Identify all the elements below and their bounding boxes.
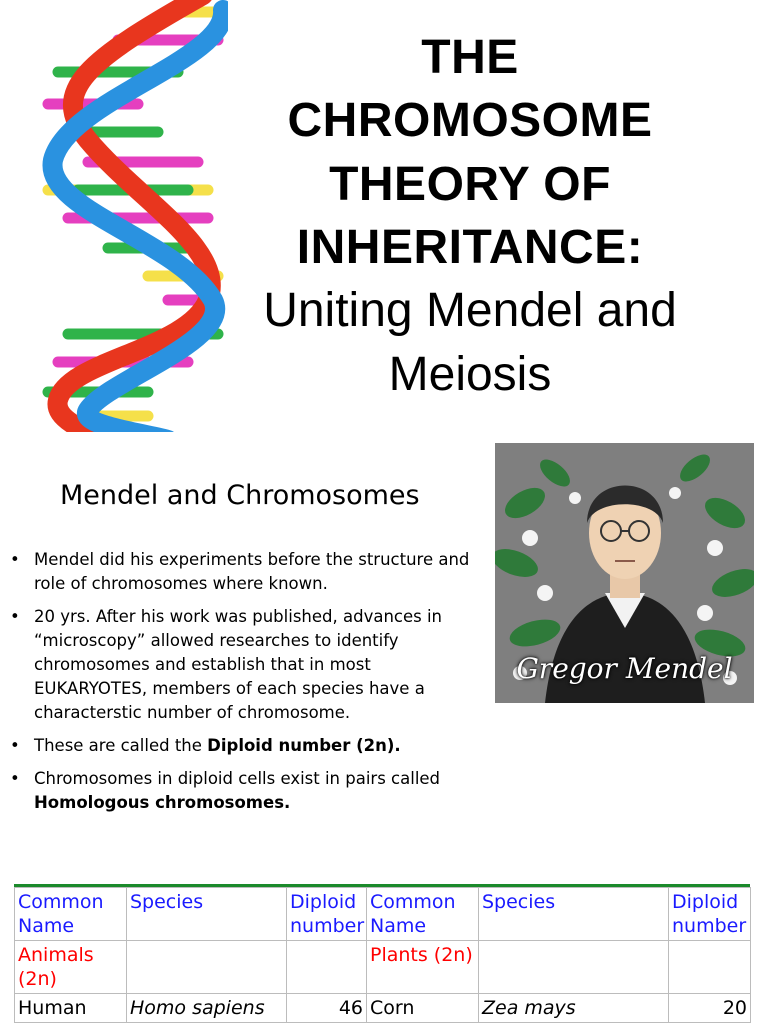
table-header-cell: Species [479,888,669,941]
table-header-cell: Common Name [367,888,479,941]
bullet-list [10,548,488,824]
table-cell: Human [15,994,127,1023]
bullet-bold-text: Homologous chromosomes. [34,793,291,812]
chromosome-table [14,884,750,1023]
table-cell: 46 [287,994,367,1023]
bullet-text: Chromosomes in diploid cells exist in pairs called [34,769,441,788]
table-cell [669,941,751,994]
title-block [228,26,712,406]
table [14,887,751,1023]
table-cell [479,941,669,994]
bullet-bold-text: Diploid number (2n). [207,736,401,755]
title-line: THEORY OF [329,157,611,211]
bullet-item [10,548,488,596]
table-cell: Zea mays [479,994,669,1023]
title-line: INHERITANCE: [296,221,644,275]
title-line: CHROMOSOME [287,94,653,148]
table-header-cell: Diploid number [669,888,751,941]
table-header-cell: Diploid number [287,888,367,941]
bullet-item [10,734,488,758]
table-cell: Homo sapiens [127,994,287,1023]
table-category-row [15,941,751,994]
table-cell [127,941,287,994]
table-cell: Corn [367,994,479,1023]
subtitle-line: Uniting Mendel and [263,284,677,338]
bullet-text: Mendel did his experiments before the structure and role of chromosomes where known. [34,550,470,593]
portrait-caption: Gregor Mendel [516,652,733,685]
bullet-text: 20 yrs. After his work was published, advances in “microscopy” allowed researches to identify chromosomes and establish that in most EUKARYOTES, members of each species have a characterstic number of chromosome. [34,607,443,722]
bullet-text: These are called the [34,736,208,755]
table-category-cell: Plants (2n) [367,941,479,994]
table-category-cell: Animals (2n) [15,941,127,994]
table-header-cell: Common Name [15,888,127,941]
section-heading: Mendel and Chromosomes [60,480,420,511]
table-header-cell: Species [127,888,287,941]
bullet-item [10,605,488,725]
gregor-mendel-portrait [495,443,754,703]
table-header-row [15,888,751,941]
subtitle-line: Meiosis [388,347,552,401]
table-cell [287,941,367,994]
title-line: THE [421,31,519,84]
bullet-item [10,767,488,815]
table-row [15,994,751,1023]
dna-helix-illustration [28,0,228,432]
table-cell: 20 [669,994,751,1023]
